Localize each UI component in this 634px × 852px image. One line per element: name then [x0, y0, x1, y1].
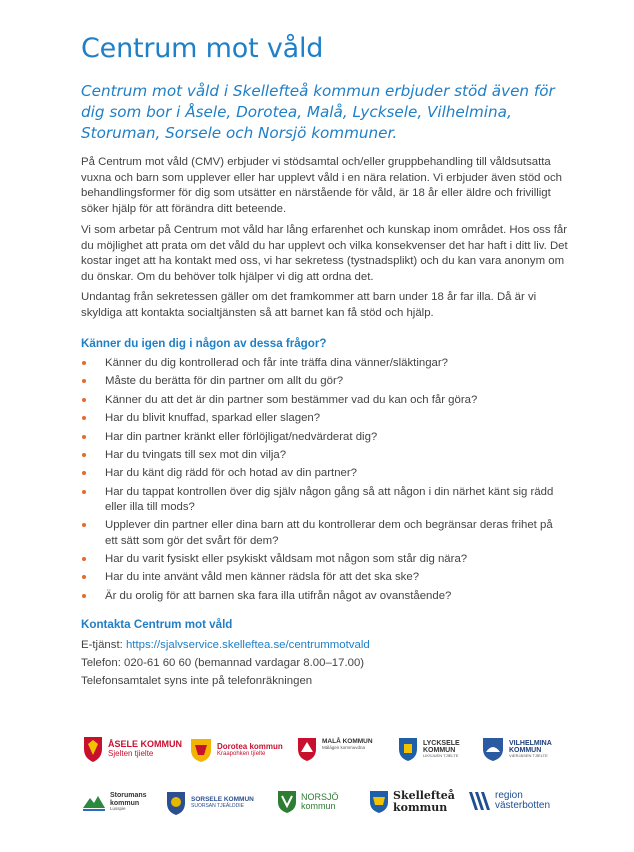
question-item [81, 393, 561, 408]
question-item [81, 430, 561, 445]
intro-paragraph-1: På Centrum mot våld (CMV) erbjuder vi stödsamtal och/eller gruppbehandling till våldsutsatta vuxna och barn som upplever eller har upplevt våld i en nära relation. Vi erbjuder även stöd och behandlingsformer för dig som utsätter en närstående för våld, är 18 år eller äldre och frivilligt söker hjälp för att förändra ditt beteende. [81, 156, 563, 215]
norsjo-name2: kommun [301, 801, 336, 811]
lycksele-logo [397, 736, 460, 762]
bullet-icon [82, 416, 86, 420]
contact-note: Telefonsamtalet syns inte på telefonräkningen [81, 675, 313, 687]
bullet-icon [82, 379, 86, 383]
lycksele-name: LYCKSELE [423, 739, 460, 747]
asele-logo [82, 735, 182, 763]
question-text: Har du blivit knuffad, sparkad eller slagen? [105, 412, 321, 425]
mala-logo [296, 736, 373, 762]
skelleftea-crest-icon [369, 790, 389, 814]
contact-phone: Telefon: 020-61 60 60 (bemannad vardagar 8.00–17.00) [81, 657, 365, 669]
question-text: Har du tvingats till sex mot din vilja? [105, 448, 287, 461]
bullet-icon [82, 435, 86, 439]
question-item [81, 570, 561, 585]
skelleftea-logo [369, 790, 455, 814]
questions-heading: Känner du igen dig i någon av dessa frågor? [81, 337, 327, 350]
lycksele-crest-icon [397, 736, 419, 762]
lead-paragraph: Centrum mot våld i Skellefteå kommun erbjuder stöd även för dig som bor i Åsele, Dorotea, Malå, Lycksele, Vilhelmina, Storuman, Sorsele och Norsjö kommuner. [81, 82, 555, 142]
vilhelmina-name2: KOMMUN [509, 746, 542, 754]
vilhelmina-crest-icon [481, 736, 505, 762]
bullet-icon [82, 361, 86, 365]
dorotea-name: Dorotea kommun [217, 741, 283, 751]
question-item [81, 485, 561, 515]
question-text: Har du inte använt våld men känner rädsla för att det ska ske? [105, 571, 420, 584]
asele-crest-icon [82, 735, 104, 763]
sorsele-logo [165, 790, 254, 816]
bullet-icon [82, 557, 86, 561]
question-text: Är du orolig för att barnen ska fara illa utifrån något av ovanstående? [105, 589, 452, 602]
mala-crest-icon [296, 736, 318, 762]
region-name2: västerbotten [495, 800, 551, 811]
vilhelmina-logo [481, 736, 552, 762]
dorotea-sub: Kraapohken tjïelte [217, 751, 266, 758]
question-item [81, 374, 561, 389]
vilhelmina-name: VILHELMINA [509, 739, 552, 747]
web-label: E-tjänst: [81, 639, 126, 651]
storuman-name2: kommun [110, 799, 140, 807]
sorsele-crest-icon [165, 790, 187, 816]
bullet-icon [82, 490, 86, 494]
question-text: Känner du dig kontrollerad och får inte träffa dina vänner/släktingar? [105, 357, 448, 369]
page-title: Centrum mot våld [81, 33, 324, 64]
dorotea-logo [189, 737, 283, 763]
norsjo-name: NORSJÖ [301, 791, 339, 802]
sorsele-name: SORSELE KOMMUN [191, 795, 254, 803]
norsjo-logo [277, 790, 339, 814]
question-text: Måste du berätta för din partner om allt du gör? [105, 375, 344, 388]
intro-paragraph-3: Undantag från sekretessen gäller om det framkommer att barn under 18 år far illa. Då är vi skyldiga att kontakta socialtjänsten så att barnet kan få stöd och hjälp. [81, 291, 537, 319]
question-item [81, 552, 561, 567]
mala-name: MALÅ KOMMUN [322, 738, 373, 746]
region-vasterbotten-logo [467, 790, 550, 812]
bullet-icon [82, 575, 86, 579]
region-mark-icon [467, 790, 491, 812]
question-item [81, 448, 561, 463]
question-text: Har du varit fysiskt eller psykiskt våldsam mot någon som står dig nära? [105, 552, 468, 565]
contact-heading: Kontakta Centrum mot våld [81, 618, 233, 631]
storuman-logo [82, 790, 147, 814]
lycksele-sub: LIKSJUEN TJÏELTE [423, 753, 459, 759]
mala-sub: Málágen kommuvdna [322, 745, 366, 751]
question-text: Upplever din partner eller dina barn att du kontrollerar dem och begränsar deras frihet på ett sätt som gör det svårt för dem? [105, 519, 553, 547]
storuman-sub: Lusspie [110, 805, 126, 811]
contact-web [81, 639, 370, 651]
lycksele-name2: KOMMUN [423, 746, 456, 754]
asele-sub: Sjelten tjielte [108, 748, 154, 758]
web-link[interactable]: https://sjalvservice.skelleftea.se/centrummotvald [125, 639, 370, 651]
question-item [81, 518, 561, 548]
question-text: Har din partner kränkt eller förlöjligat/nedvärderat dig? [105, 430, 378, 443]
norsjo-crest-icon [277, 790, 297, 814]
storuman-name: Storumans [110, 792, 147, 800]
bullet-icon [82, 398, 86, 402]
question-text: Har du tappat kontrollen över dig själv någon gång så att någon i din närhet känt sig rädd eller illa till mods? [105, 485, 554, 513]
dorotea-crest-icon [189, 737, 213, 763]
question-item [81, 589, 561, 604]
bullet-icon [82, 453, 86, 457]
bullet-icon [82, 471, 86, 475]
intro-paragraph-2: Vi som arbetar på Centrum mot våld har lång erfarenhet och kunskap inom området. Hos oss får du möjlighet att prata om det våld du har upplevt och vilka konsekvenser det har haft i ditt liv. Det kostar inget att ha kontakt med oss, vi har sekretess (tystnadsplikt) och du kan vara anonym om du önskar. Om du behöver tolk hjälper vi dig att ordna det. [81, 224, 568, 283]
sorsele-sub: SUORSAN TJEÄLDDIE [191, 802, 244, 809]
question-item [81, 356, 561, 371]
question-item [81, 411, 561, 426]
vilhelmina-sub: VÆRJÄSEN TJÏELTE [509, 753, 548, 759]
question-item [81, 466, 561, 481]
questions-list [81, 356, 561, 607]
storuman-mountain-icon [82, 790, 106, 814]
skelleftea-name: Skellefteå [393, 789, 455, 803]
skelleftea-name2: kommun [393, 801, 448, 814]
question-text: Har du känt dig rädd för och hotad av din partner? [105, 467, 358, 480]
asele-name: ÅSELE KOMMUN [108, 739, 182, 750]
region-name: region [495, 789, 523, 801]
bullet-icon [82, 523, 86, 527]
bullet-icon [82, 594, 86, 598]
question-text: Känner du att det är din partner som bestämmer vad du kan och får göra? [105, 393, 478, 406]
